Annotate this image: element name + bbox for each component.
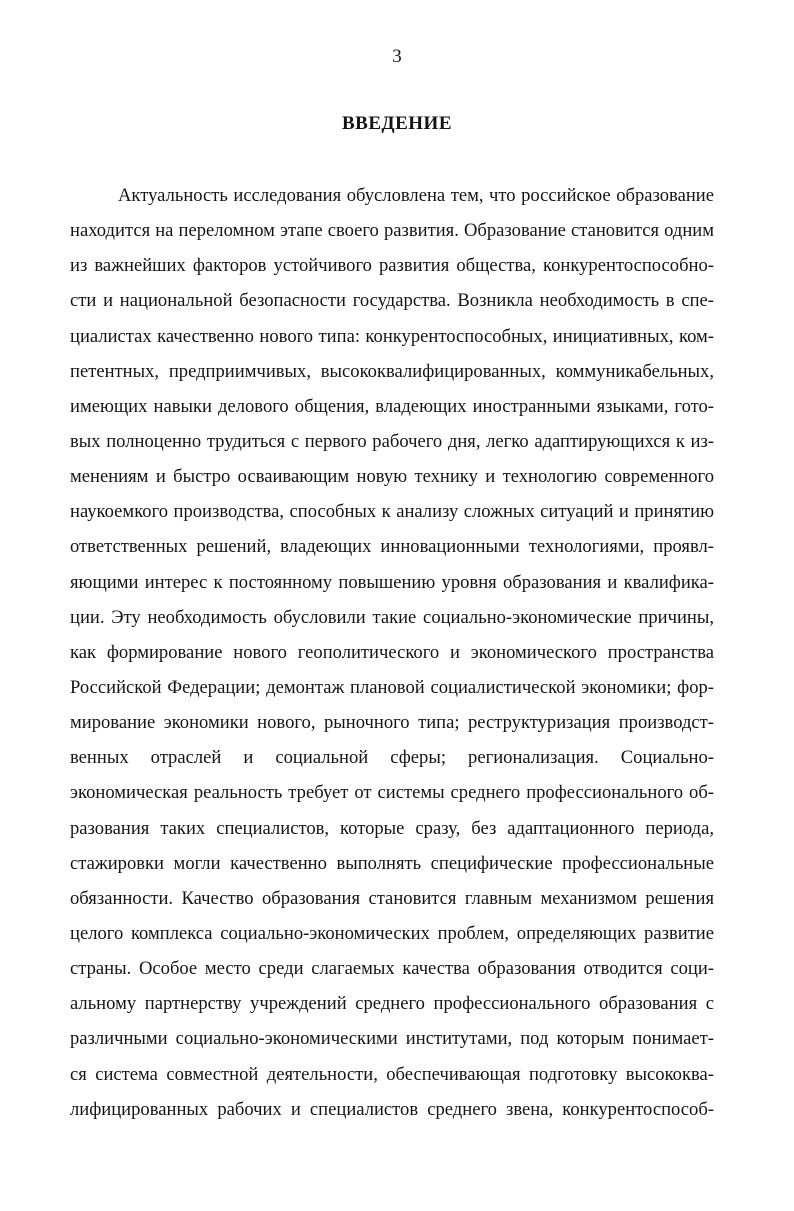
text-line: Российской Федерации; демонтаж плановой социалистической экономики; фор- [70, 676, 714, 698]
text-line: из важнейших факторов устойчивого развития общества, конкурентоспособно- [70, 255, 714, 277]
text-line: ции. Эту необходимость обусловили такие социально-экономические причины, [70, 606, 714, 628]
text-line: ся система совместной деятельности, обеспечивающая подготовку высококва- [70, 1063, 714, 1085]
text-line: венных отраслей и социальной сферы; регионализация. Социально- [70, 747, 714, 769]
text-line: экономическая реальность требует от системы среднего профессионального об- [70, 782, 714, 804]
text-line: находится на переломном этапе своего развития. Образование становится одним [70, 220, 714, 242]
text-line: циалистах качественно нового типа: конкурентоспособных, инициативных, ком- [70, 325, 714, 347]
page-number: 3 [392, 46, 402, 67]
text-line: ответственных решений, владеющих инновационными технологиями, проявл- [70, 536, 714, 558]
section-heading: ВВЕДЕНИЕ [342, 113, 452, 134]
text-line: альному партнерству учреждений среднего профессионального образования с [70, 993, 714, 1015]
text-line: менениям и быстро осваивающим новую технику и технологию современного [70, 466, 714, 488]
text-line: наукоемкого производства, способных к анализу сложных ситуаций и принятию [70, 501, 714, 523]
text-line: яющими интерес к постоянному повышению уровня образования и квалифика- [70, 571, 714, 593]
body-paragraph [70, 178, 714, 1127]
text-line: имеющих навыки делового общения, владеющих иностранными языками, гото- [70, 395, 714, 417]
text-line: обязанности. Качество образования становится главным механизмом решения [70, 887, 714, 909]
text-line: Актуальность исследования обусловлена тем, что российское образование [118, 185, 714, 206]
text-line: сти и национальной безопасности государства. Возникла необходимость в спе- [70, 290, 714, 312]
text-line: целого комплекса социально-экономических проблем, определяющих развитие [70, 922, 714, 944]
text-line: как формирование нового геополитического и экономического пространства [70, 641, 714, 663]
text-line: различными социально-экономическими институтами, под которым понимает- [70, 1028, 714, 1050]
text-line: петентных, предприимчивых, высококвалифицированных, коммуникабельных, [70, 360, 714, 382]
text-line: разования таких специалистов, которые сразу, без адаптационного периода, [70, 817, 714, 839]
text-line: страны. Особое место среди слагаемых качества образования отводится соци- [70, 958, 714, 980]
text-line: лифицированных рабочих и специалистов среднего звена, конкурентоспособ- [70, 1098, 714, 1120]
text-line: стажировки могли качественно выполнять специфические профессиональные [70, 852, 714, 874]
text-line: вых полноценно трудиться с первого рабочего дня, легко адаптирующихся к из- [70, 430, 714, 452]
text-line: мирование экономики нового, рыночного типа; реструктуризация производст- [70, 712, 714, 734]
